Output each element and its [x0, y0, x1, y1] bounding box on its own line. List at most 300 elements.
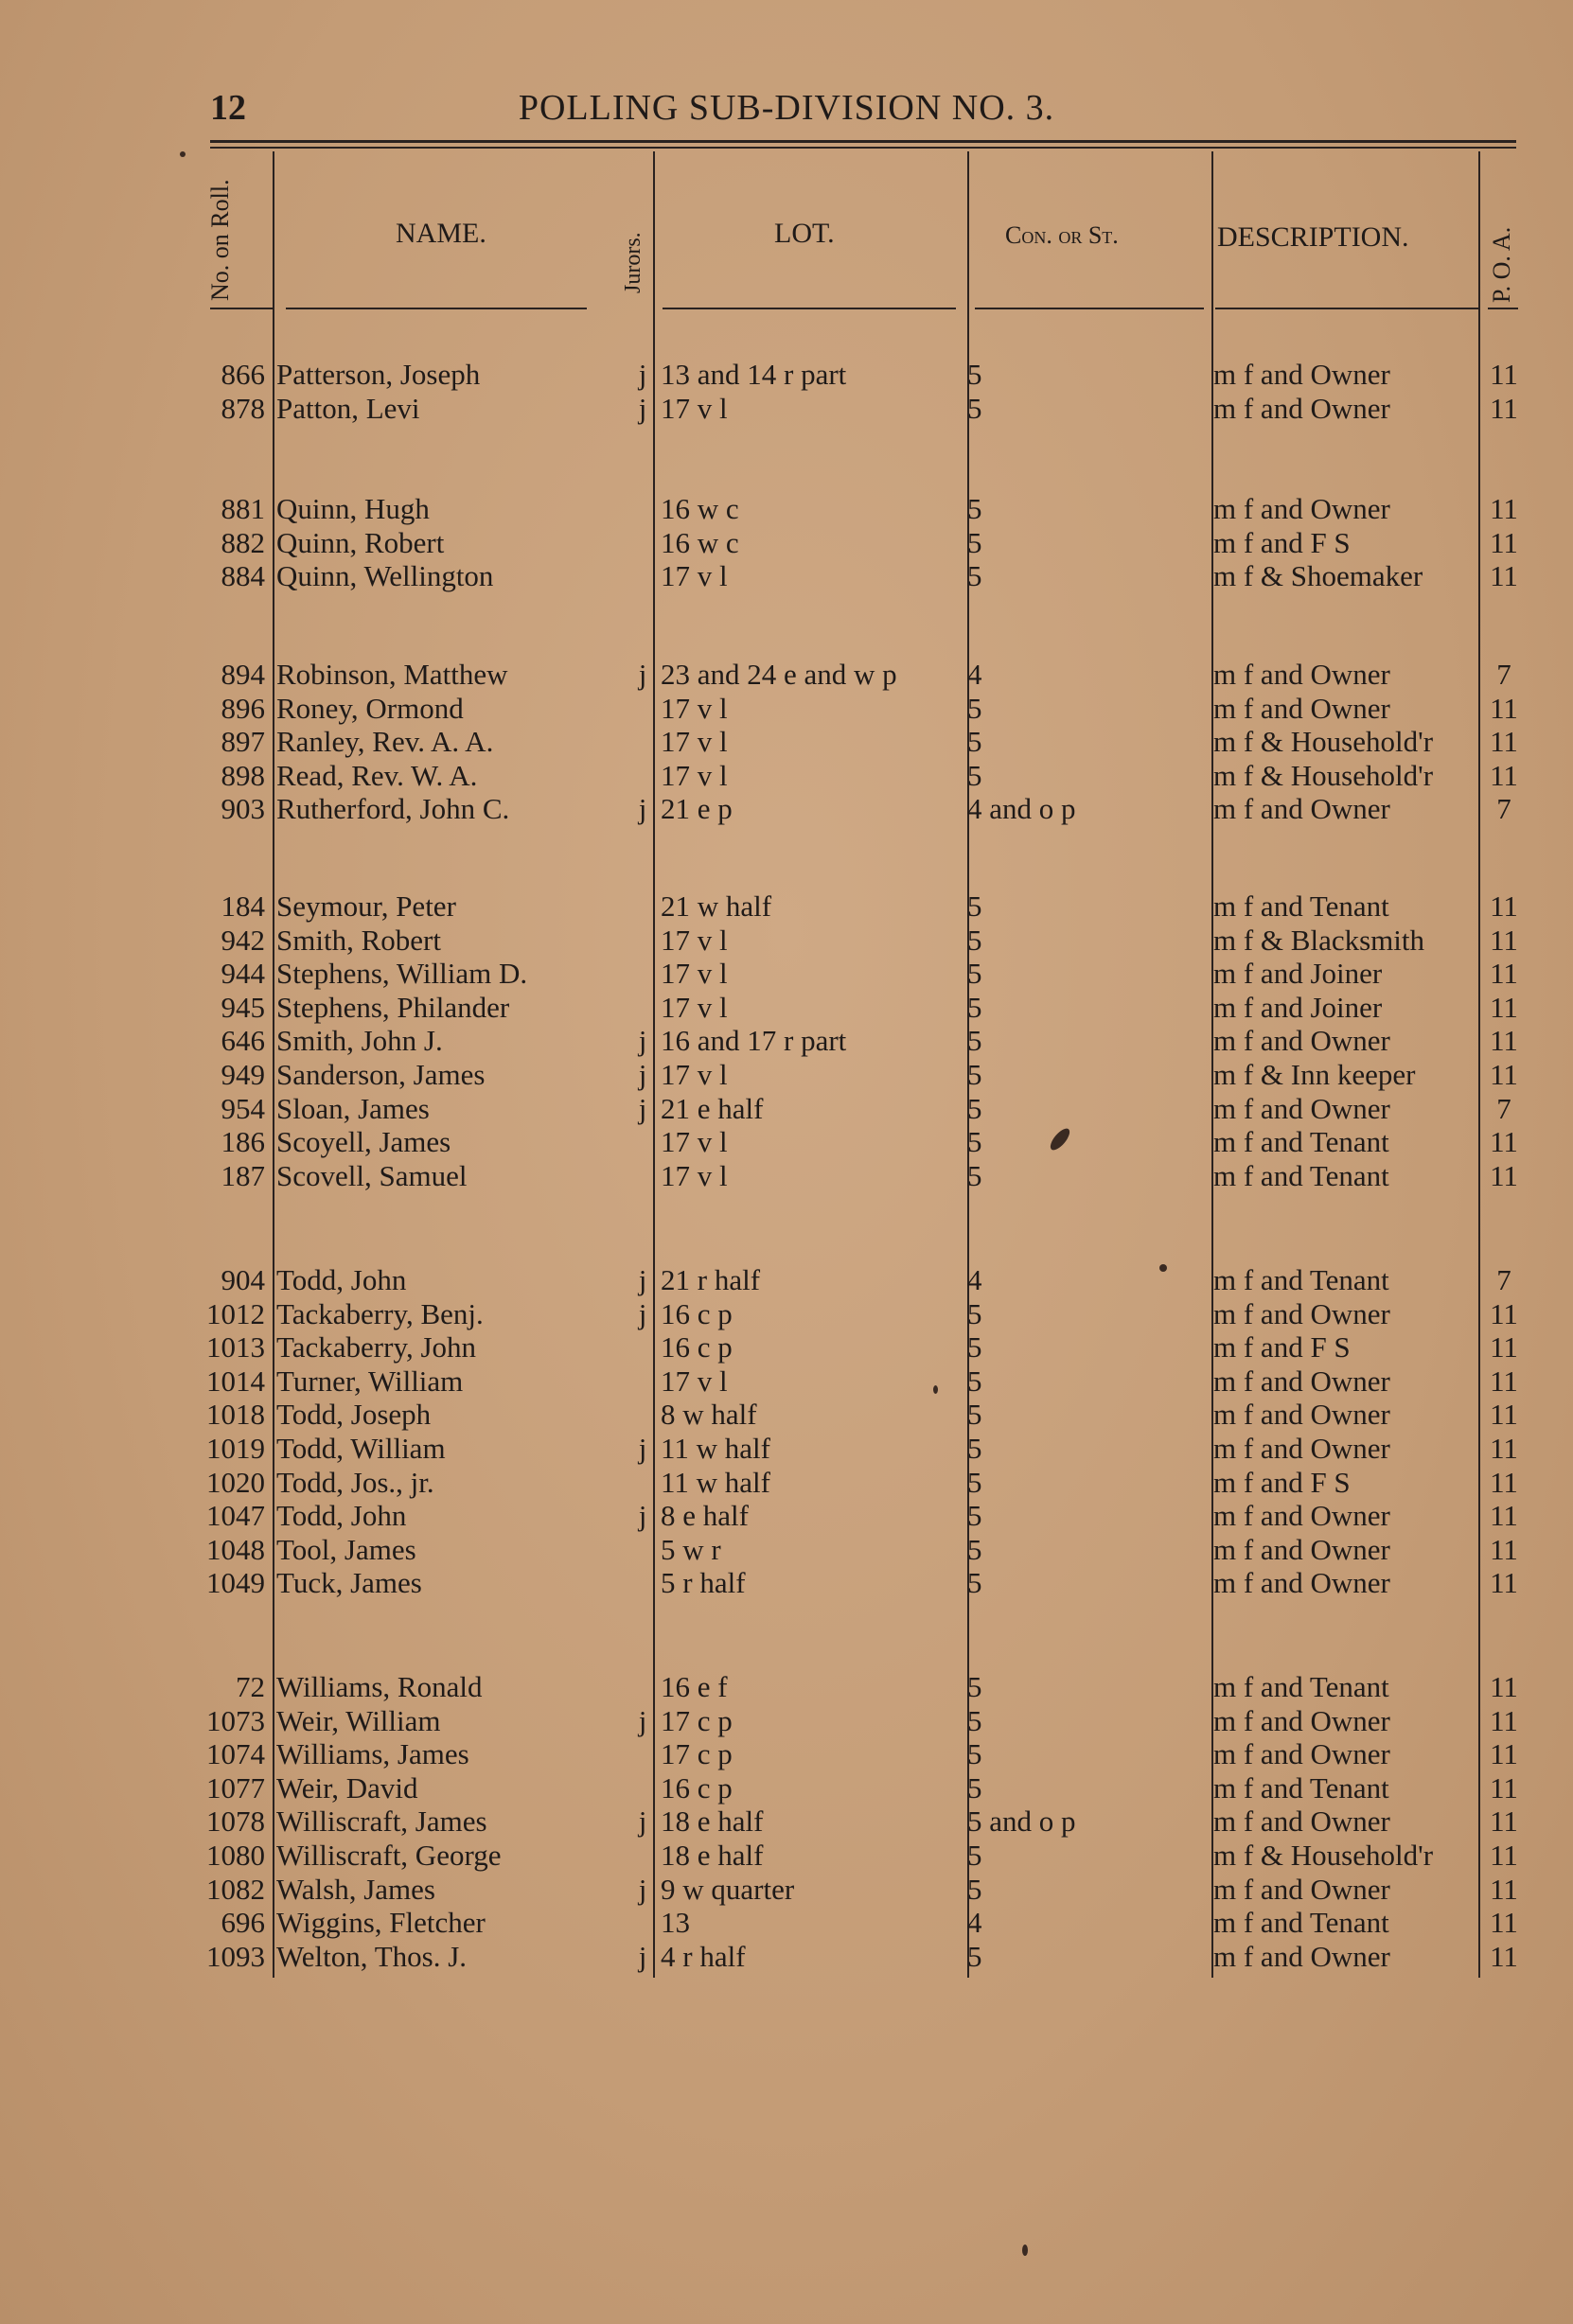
- voter-name-cell: Quinn, Wellington: [276, 559, 494, 593]
- concession-cell: 5: [967, 1364, 982, 1398]
- roll-number-cell: 878: [221, 391, 265, 425]
- concession-cell: 4: [967, 1263, 982, 1296]
- voter-name-cell: Williams, James: [276, 1737, 469, 1771]
- ink-speck: [933, 1385, 938, 1394]
- table-row: [0, 889, 1573, 924]
- table-row: [0, 991, 1573, 1025]
- lot-cell: 5 r half: [661, 1566, 746, 1600]
- juror-mark-cell: j: [638, 1296, 647, 1330]
- roll-number-cell: 949: [221, 1058, 265, 1091]
- description-cell: m f & Blacksmith: [1213, 923, 1425, 957]
- table-row: [0, 559, 1573, 593]
- concession-cell: 5: [967, 758, 982, 792]
- concession-cell: 5: [967, 1125, 982, 1159]
- post-office-cell: 11: [1490, 358, 1518, 391]
- post-office-cell: 11: [1490, 1532, 1518, 1566]
- concession-cell: 5 and o p: [967, 1805, 1076, 1839]
- lot-cell: 21 w half: [661, 889, 772, 923]
- table-row: [0, 1805, 1573, 1839]
- lot-cell: 23 and 24 e and w p: [661, 658, 897, 691]
- voter-name-cell: Seymour, Peter: [276, 889, 456, 923]
- description-cell: m f and Owner: [1213, 358, 1390, 391]
- roll-number-cell: 898: [221, 758, 265, 792]
- concession-cell: 5: [967, 1398, 982, 1432]
- lot-cell: 21 r half: [661, 1263, 761, 1296]
- col-header-description: DESCRIPTION.: [1217, 221, 1409, 253]
- voter-name-cell: Stephens, Philander: [276, 990, 510, 1024]
- description-cell: m f and F S: [1213, 525, 1351, 559]
- voter-name-cell: Welton, Thos. J.: [276, 1939, 468, 1973]
- roll-number-cell: 696: [221, 1906, 265, 1940]
- roll-number-cell: 186: [221, 1125, 265, 1159]
- post-office-cell: 11: [1490, 1906, 1518, 1940]
- concession-cell: 5: [967, 1091, 982, 1125]
- concession-cell: 5: [967, 1703, 982, 1737]
- roll-number-cell: 1073: [206, 1703, 265, 1737]
- post-office-cell: 11: [1490, 1839, 1518, 1872]
- page-title: POLLING SUB-DIVISION NO. 3.: [518, 88, 1055, 128]
- post-office-cell: 11: [1490, 990, 1518, 1024]
- header-underline-desc: [1215, 308, 1480, 309]
- voter-name-cell: Todd, Joseph: [276, 1398, 432, 1432]
- concession-cell: 5: [967, 525, 982, 559]
- table-row: [0, 1058, 1573, 1092]
- roll-number-cell: 1014: [206, 1364, 265, 1398]
- concession-cell: 5: [967, 725, 982, 759]
- table-row: [0, 1330, 1573, 1364]
- table-row: [0, 957, 1573, 991]
- concession-cell: 5: [967, 1770, 982, 1805]
- col-header-lot: LOT.: [774, 218, 835, 249]
- page-number: 12: [210, 88, 246, 128]
- description-cell: m f and Joiner: [1213, 957, 1383, 991]
- concession-cell: 5: [967, 957, 982, 991]
- roll-number-cell: 942: [221, 923, 265, 957]
- roll-number-cell: 1077: [206, 1770, 265, 1805]
- table-row: [0, 1906, 1573, 1940]
- lot-cell: 17 c p: [661, 1737, 733, 1771]
- description-cell: m f and Owner: [1213, 1939, 1390, 1973]
- table-row: [0, 1398, 1573, 1432]
- table-row: [0, 1263, 1573, 1297]
- table-row: [0, 1940, 1573, 1974]
- post-office-cell: 11: [1490, 1432, 1518, 1465]
- lot-cell: 11 w half: [661, 1465, 770, 1499]
- header-underline-con: [975, 308, 1204, 309]
- table-row: [0, 1159, 1573, 1193]
- roll-number-cell: 881: [221, 492, 265, 525]
- post-office-cell: 7: [1496, 1091, 1511, 1125]
- concession-cell: 5: [967, 990, 982, 1024]
- lot-cell: 13: [661, 1906, 690, 1940]
- post-office-cell: 11: [1490, 1703, 1518, 1737]
- description-cell: m f and Tenant: [1213, 889, 1389, 923]
- voter-name-cell: Tuck, James: [276, 1566, 422, 1600]
- description-cell: m f and F S: [1213, 1330, 1351, 1364]
- post-office-cell: 11: [1490, 691, 1518, 725]
- table-row: [0, 1297, 1573, 1331]
- roll-number-cell: 1074: [206, 1737, 265, 1771]
- roll-number-cell: 866: [221, 358, 265, 391]
- lot-cell: 16 e f: [661, 1670, 728, 1703]
- lot-cell: 4 r half: [661, 1939, 746, 1973]
- concession-cell: 5: [967, 1839, 982, 1872]
- description-cell: m f and Owner: [1213, 1566, 1390, 1600]
- description-cell: m f and Owner: [1213, 391, 1390, 425]
- post-office-cell: 11: [1490, 1465, 1518, 1499]
- post-office-cell: 11: [1490, 1125, 1518, 1159]
- description-cell: m f and Tenant: [1213, 1670, 1389, 1703]
- concession-cell: 5: [967, 1499, 982, 1533]
- roll-number-cell: 184: [221, 889, 265, 923]
- header-underline-name: [286, 308, 587, 309]
- lot-cell: 5 w r: [661, 1532, 721, 1566]
- roll-number-cell: 1013: [206, 1330, 265, 1364]
- lot-cell: 17 v l: [661, 1158, 728, 1192]
- description-cell: m f and Owner: [1213, 1364, 1390, 1398]
- concession-cell: 4: [967, 1906, 982, 1940]
- juror-mark-cell: j: [638, 1058, 647, 1091]
- roll-number-cell: 646: [221, 1024, 265, 1058]
- voter-name-cell: Williscraft, James: [276, 1805, 487, 1839]
- ink-speck: [1159, 1264, 1167, 1272]
- roll-number-cell: 1049: [206, 1566, 265, 1600]
- voter-name-cell: Quinn, Hugh: [276, 492, 430, 525]
- concession-cell: 4 and o p: [967, 792, 1076, 826]
- juror-mark-cell: j: [638, 1872, 647, 1906]
- post-office-cell: 11: [1490, 923, 1518, 957]
- concession-cell: 5: [967, 1566, 982, 1600]
- concession-cell: 5: [967, 1432, 982, 1465]
- voter-name-cell: Smith, John J.: [276, 1024, 443, 1058]
- juror-mark-cell: j: [638, 1939, 647, 1973]
- juror-mark-cell: j: [638, 1024, 647, 1058]
- header-underline-poa: [1488, 308, 1518, 309]
- lot-cell: 17 c p: [661, 1703, 733, 1737]
- lot-cell: 17 v l: [661, 923, 728, 957]
- roll-number-cell: 896: [221, 691, 265, 725]
- header-underline-no: [210, 308, 274, 309]
- table-row: [0, 759, 1573, 793]
- concession-cell: 5: [967, 358, 982, 391]
- description-cell: m f and Owner: [1213, 1805, 1390, 1839]
- lot-cell: 8 e half: [661, 1499, 749, 1533]
- roll-number-cell: 1080: [206, 1839, 265, 1872]
- table-row: [0, 1364, 1573, 1399]
- table-row: [0, 1873, 1573, 1907]
- lot-cell: 16 and 17 r part: [661, 1024, 847, 1058]
- table-row: [0, 725, 1573, 759]
- post-office-cell: 11: [1490, 957, 1518, 991]
- description-cell: m f and Owner: [1213, 1432, 1390, 1465]
- post-office-cell: 11: [1490, 889, 1518, 923]
- lot-cell: 21 e half: [661, 1091, 764, 1125]
- post-office-cell: 11: [1490, 1296, 1518, 1330]
- voter-name-cell: Scoyell, James: [276, 1125, 451, 1159]
- lot-cell: 11 w half: [661, 1432, 770, 1465]
- description-cell: m f and Owner: [1213, 492, 1390, 525]
- roll-number-cell: 1082: [206, 1872, 265, 1906]
- post-office-cell: 7: [1496, 792, 1511, 826]
- voter-name-cell: Sanderson, James: [276, 1058, 486, 1091]
- voter-name-cell: Todd, John: [276, 1499, 407, 1533]
- voter-name-cell: Weir, David: [276, 1770, 418, 1805]
- lot-cell: 17 v l: [661, 1364, 728, 1398]
- concession-cell: 5: [967, 691, 982, 725]
- post-office-cell: 11: [1490, 1872, 1518, 1906]
- voter-name-cell: Williams, Ronald: [276, 1670, 483, 1703]
- col-header-con-or-st: Con. or St.: [1005, 221, 1119, 249]
- table-row: [0, 1737, 1573, 1771]
- roll-number-cell: 954: [221, 1091, 265, 1125]
- voter-name-cell: Todd, John: [276, 1263, 407, 1296]
- roll-number-cell: 882: [221, 525, 265, 559]
- lot-cell: 18 e half: [661, 1839, 764, 1872]
- voter-name-cell: Wiggins, Fletcher: [276, 1906, 486, 1940]
- roll-number-cell: 1012: [206, 1296, 265, 1330]
- description-cell: m f and Owner: [1213, 1703, 1390, 1737]
- roll-number-cell: 1018: [206, 1398, 265, 1432]
- description-cell: m f and Owner: [1213, 691, 1390, 725]
- description-cell: m f and Tenant: [1213, 1906, 1389, 1940]
- description-cell: m f & Household'r: [1213, 1839, 1434, 1872]
- voter-name-cell: Patterson, Joseph: [276, 358, 481, 391]
- concession-cell: 5: [967, 559, 982, 593]
- post-office-cell: 11: [1490, 1737, 1518, 1771]
- roll-number-cell: 894: [221, 658, 265, 691]
- column-headers: [0, 151, 1573, 317]
- lot-cell: 17 v l: [661, 725, 728, 759]
- voter-name-cell: Sloan, James: [276, 1091, 430, 1125]
- voter-name-cell: Rutherford, John C.: [276, 792, 510, 826]
- roll-number-cell: 1019: [206, 1432, 265, 1465]
- lot-cell: 17 v l: [661, 957, 728, 991]
- lot-cell: 13 and 14 r part: [661, 358, 847, 391]
- voter-name-cell: Walsh, James: [276, 1872, 435, 1906]
- roll-number-cell: 944: [221, 957, 265, 991]
- description-cell: m f and Owner: [1213, 792, 1390, 826]
- juror-mark-cell: j: [638, 1263, 647, 1296]
- voter-name-cell: Ranley, Rev. A. A.: [276, 725, 494, 759]
- voter-name-cell: Roney, Ormond: [276, 691, 464, 725]
- description-cell: m f and Tenant: [1213, 1125, 1389, 1159]
- table-row: [0, 1466, 1573, 1500]
- post-office-cell: 11: [1490, 559, 1518, 593]
- voter-name-cell: Williscraft, George: [276, 1839, 502, 1872]
- concession-cell: 5: [967, 1058, 982, 1091]
- description-cell: m f and Owner: [1213, 1737, 1390, 1771]
- lot-cell: 16 c p: [661, 1330, 733, 1364]
- lot-cell: 16 w c: [661, 492, 739, 525]
- lot-cell: 17 v l: [661, 559, 728, 593]
- description-cell: m f and Owner: [1213, 1398, 1390, 1432]
- lot-cell: 17 v l: [661, 1058, 728, 1091]
- voter-name-cell: Robinson, Matthew: [276, 658, 508, 691]
- post-office-cell: 11: [1490, 1939, 1518, 1973]
- juror-mark-cell: j: [638, 1091, 647, 1125]
- ink-speck: [180, 151, 186, 157]
- juror-mark-cell: j: [638, 391, 647, 425]
- col-header-jurors: Jurors.: [621, 232, 645, 293]
- concession-cell: 5: [967, 923, 982, 957]
- table-row: [0, 392, 1573, 426]
- juror-mark-cell: j: [638, 658, 647, 691]
- col-header-no-on-roll: No. on Roll.: [206, 179, 234, 301]
- description-cell: m f & Household'r: [1213, 725, 1434, 759]
- table-row: [0, 1839, 1573, 1873]
- post-office-cell: 11: [1490, 1805, 1518, 1839]
- voter-name-cell: Tool, James: [276, 1532, 416, 1566]
- post-office-cell: 11: [1490, 1158, 1518, 1192]
- juror-mark-cell: j: [638, 1499, 647, 1533]
- description-cell: m f and Tenant: [1213, 1158, 1389, 1192]
- concession-cell: 5: [967, 1532, 982, 1566]
- post-office-cell: 11: [1490, 1499, 1518, 1533]
- lot-cell: 16 c p: [661, 1296, 733, 1330]
- juror-mark-cell: j: [638, 1703, 647, 1737]
- post-office-cell: 11: [1490, 1566, 1518, 1600]
- description-cell: m f and Owner: [1213, 1532, 1390, 1566]
- table-row: [0, 1125, 1573, 1159]
- table-row: [0, 1024, 1573, 1058]
- roll-number-cell: 1093: [206, 1939, 265, 1973]
- post-office-cell: 11: [1490, 391, 1518, 425]
- lot-cell: 17 v l: [661, 990, 728, 1024]
- post-office-cell: 11: [1490, 725, 1518, 759]
- concession-cell: 5: [967, 1296, 982, 1330]
- concession-cell: 5: [967, 889, 982, 923]
- concession-cell: 5: [967, 1465, 982, 1499]
- lot-cell: 9 w quarter: [661, 1872, 795, 1906]
- table-row: [0, 1499, 1573, 1533]
- lot-cell: 16 c p: [661, 1770, 733, 1805]
- table-row: [0, 1771, 1573, 1805]
- concession-cell: 5: [967, 1330, 982, 1364]
- concession-cell: 5: [967, 1939, 982, 1973]
- roll-number-cell: 945: [221, 990, 265, 1024]
- roll-number-cell: 1048: [206, 1532, 265, 1566]
- roll-number-cell: 904: [221, 1263, 265, 1296]
- description-cell: m f & Inn keeper: [1213, 1058, 1416, 1091]
- roll-number-cell: 187: [221, 1158, 265, 1192]
- concession-cell: 5: [967, 1737, 982, 1771]
- description-cell: m f and Owner: [1213, 1872, 1390, 1906]
- description-cell: m f & Shoemaker: [1213, 559, 1423, 593]
- juror-mark-cell: j: [638, 1805, 647, 1839]
- lot-cell: 18 e half: [661, 1805, 764, 1839]
- table-row: [0, 1432, 1573, 1466]
- roll-number-cell: 1078: [206, 1805, 265, 1839]
- voter-name-cell: Tackaberry, John: [276, 1330, 477, 1364]
- post-office-cell: 11: [1490, 1364, 1518, 1398]
- voter-name-cell: Quinn, Robert: [276, 525, 445, 559]
- post-office-cell: 11: [1490, 1024, 1518, 1058]
- table-row: [0, 492, 1573, 526]
- lot-cell: 17 v l: [661, 758, 728, 792]
- voter-name-cell: Stephens, William D.: [276, 957, 528, 991]
- ink-speck: [1022, 2245, 1028, 2256]
- voter-name-cell: Turner, William: [276, 1364, 464, 1398]
- col-header-name: NAME.: [396, 218, 486, 249]
- table-row: [0, 792, 1573, 826]
- table-row: [0, 1670, 1573, 1704]
- description-cell: m f and Owner: [1213, 1499, 1390, 1533]
- post-office-cell: 11: [1490, 525, 1518, 559]
- voter-name-cell: Read, Rev. W. A.: [276, 758, 478, 792]
- header-rule-bottom: [210, 147, 1516, 149]
- roll-number-cell: 897: [221, 725, 265, 759]
- lot-cell: 17 v l: [661, 391, 728, 425]
- table-row: [0, 1533, 1573, 1567]
- description-cell: m f and Tenant: [1213, 1263, 1389, 1296]
- juror-mark-cell: j: [638, 792, 647, 826]
- post-office-cell: 11: [1490, 1330, 1518, 1364]
- voter-name-cell: Scovell, Samuel: [276, 1158, 468, 1192]
- description-cell: m f and Owner: [1213, 1024, 1390, 1058]
- header-rule-top: [210, 140, 1516, 143]
- description-cell: m f and Owner: [1213, 1296, 1390, 1330]
- table-row: [0, 658, 1573, 692]
- roll-number-cell: 884: [221, 559, 265, 593]
- concession-cell: 4: [967, 658, 982, 691]
- table-row: [0, 358, 1573, 392]
- table-row: [0, 1092, 1573, 1126]
- concession-cell: 5: [967, 1872, 982, 1906]
- description-cell: m f and Tenant: [1213, 1770, 1389, 1805]
- concession-cell: 5: [967, 1158, 982, 1192]
- voter-name-cell: Smith, Robert: [276, 923, 441, 957]
- juror-mark-cell: j: [638, 1432, 647, 1465]
- table-row: [0, 924, 1573, 958]
- voter-name-cell: Weir, William: [276, 1703, 441, 1737]
- description-cell: m f and Joiner: [1213, 990, 1383, 1024]
- lot-cell: 17 v l: [661, 691, 728, 725]
- lot-cell: 21 e p: [661, 792, 733, 826]
- concession-cell: 5: [967, 1670, 982, 1703]
- concession-cell: 5: [967, 492, 982, 525]
- voter-name-cell: Todd, Jos., jr.: [276, 1465, 434, 1499]
- roll-number-cell: 1020: [206, 1465, 265, 1499]
- description-cell: m f & Household'r: [1213, 758, 1434, 792]
- description-cell: m f and Owner: [1213, 1091, 1390, 1125]
- roll-number-cell: 1047: [206, 1499, 265, 1533]
- post-office-cell: 11: [1490, 1058, 1518, 1091]
- running-header: [0, 87, 1573, 134]
- post-office-cell: 11: [1490, 1670, 1518, 1703]
- lot-cell: 16 w c: [661, 525, 739, 559]
- table-row: [0, 1704, 1573, 1738]
- table-row: [0, 1566, 1573, 1600]
- description-cell: m f and F S: [1213, 1465, 1351, 1499]
- table-row: [0, 526, 1573, 560]
- post-office-cell: 7: [1496, 658, 1511, 691]
- roll-number-cell: 903: [221, 792, 265, 826]
- table-row: [0, 692, 1573, 726]
- post-office-cell: 11: [1490, 1398, 1518, 1432]
- voter-name-cell: Patton, Levi: [276, 391, 420, 425]
- post-office-cell: 11: [1490, 1770, 1518, 1805]
- lot-cell: 17 v l: [661, 1125, 728, 1159]
- post-office-cell: 11: [1490, 492, 1518, 525]
- roll-number-cell: 72: [236, 1670, 265, 1703]
- description-cell: m f and Owner: [1213, 658, 1390, 691]
- col-header-poa: P. O. A.: [1488, 226, 1515, 303]
- lot-cell: 8 w half: [661, 1398, 757, 1432]
- juror-mark-cell: j: [638, 358, 647, 391]
- voter-name-cell: Todd, William: [276, 1432, 446, 1465]
- concession-cell: 5: [967, 1024, 982, 1058]
- post-office-cell: 7: [1496, 1263, 1511, 1296]
